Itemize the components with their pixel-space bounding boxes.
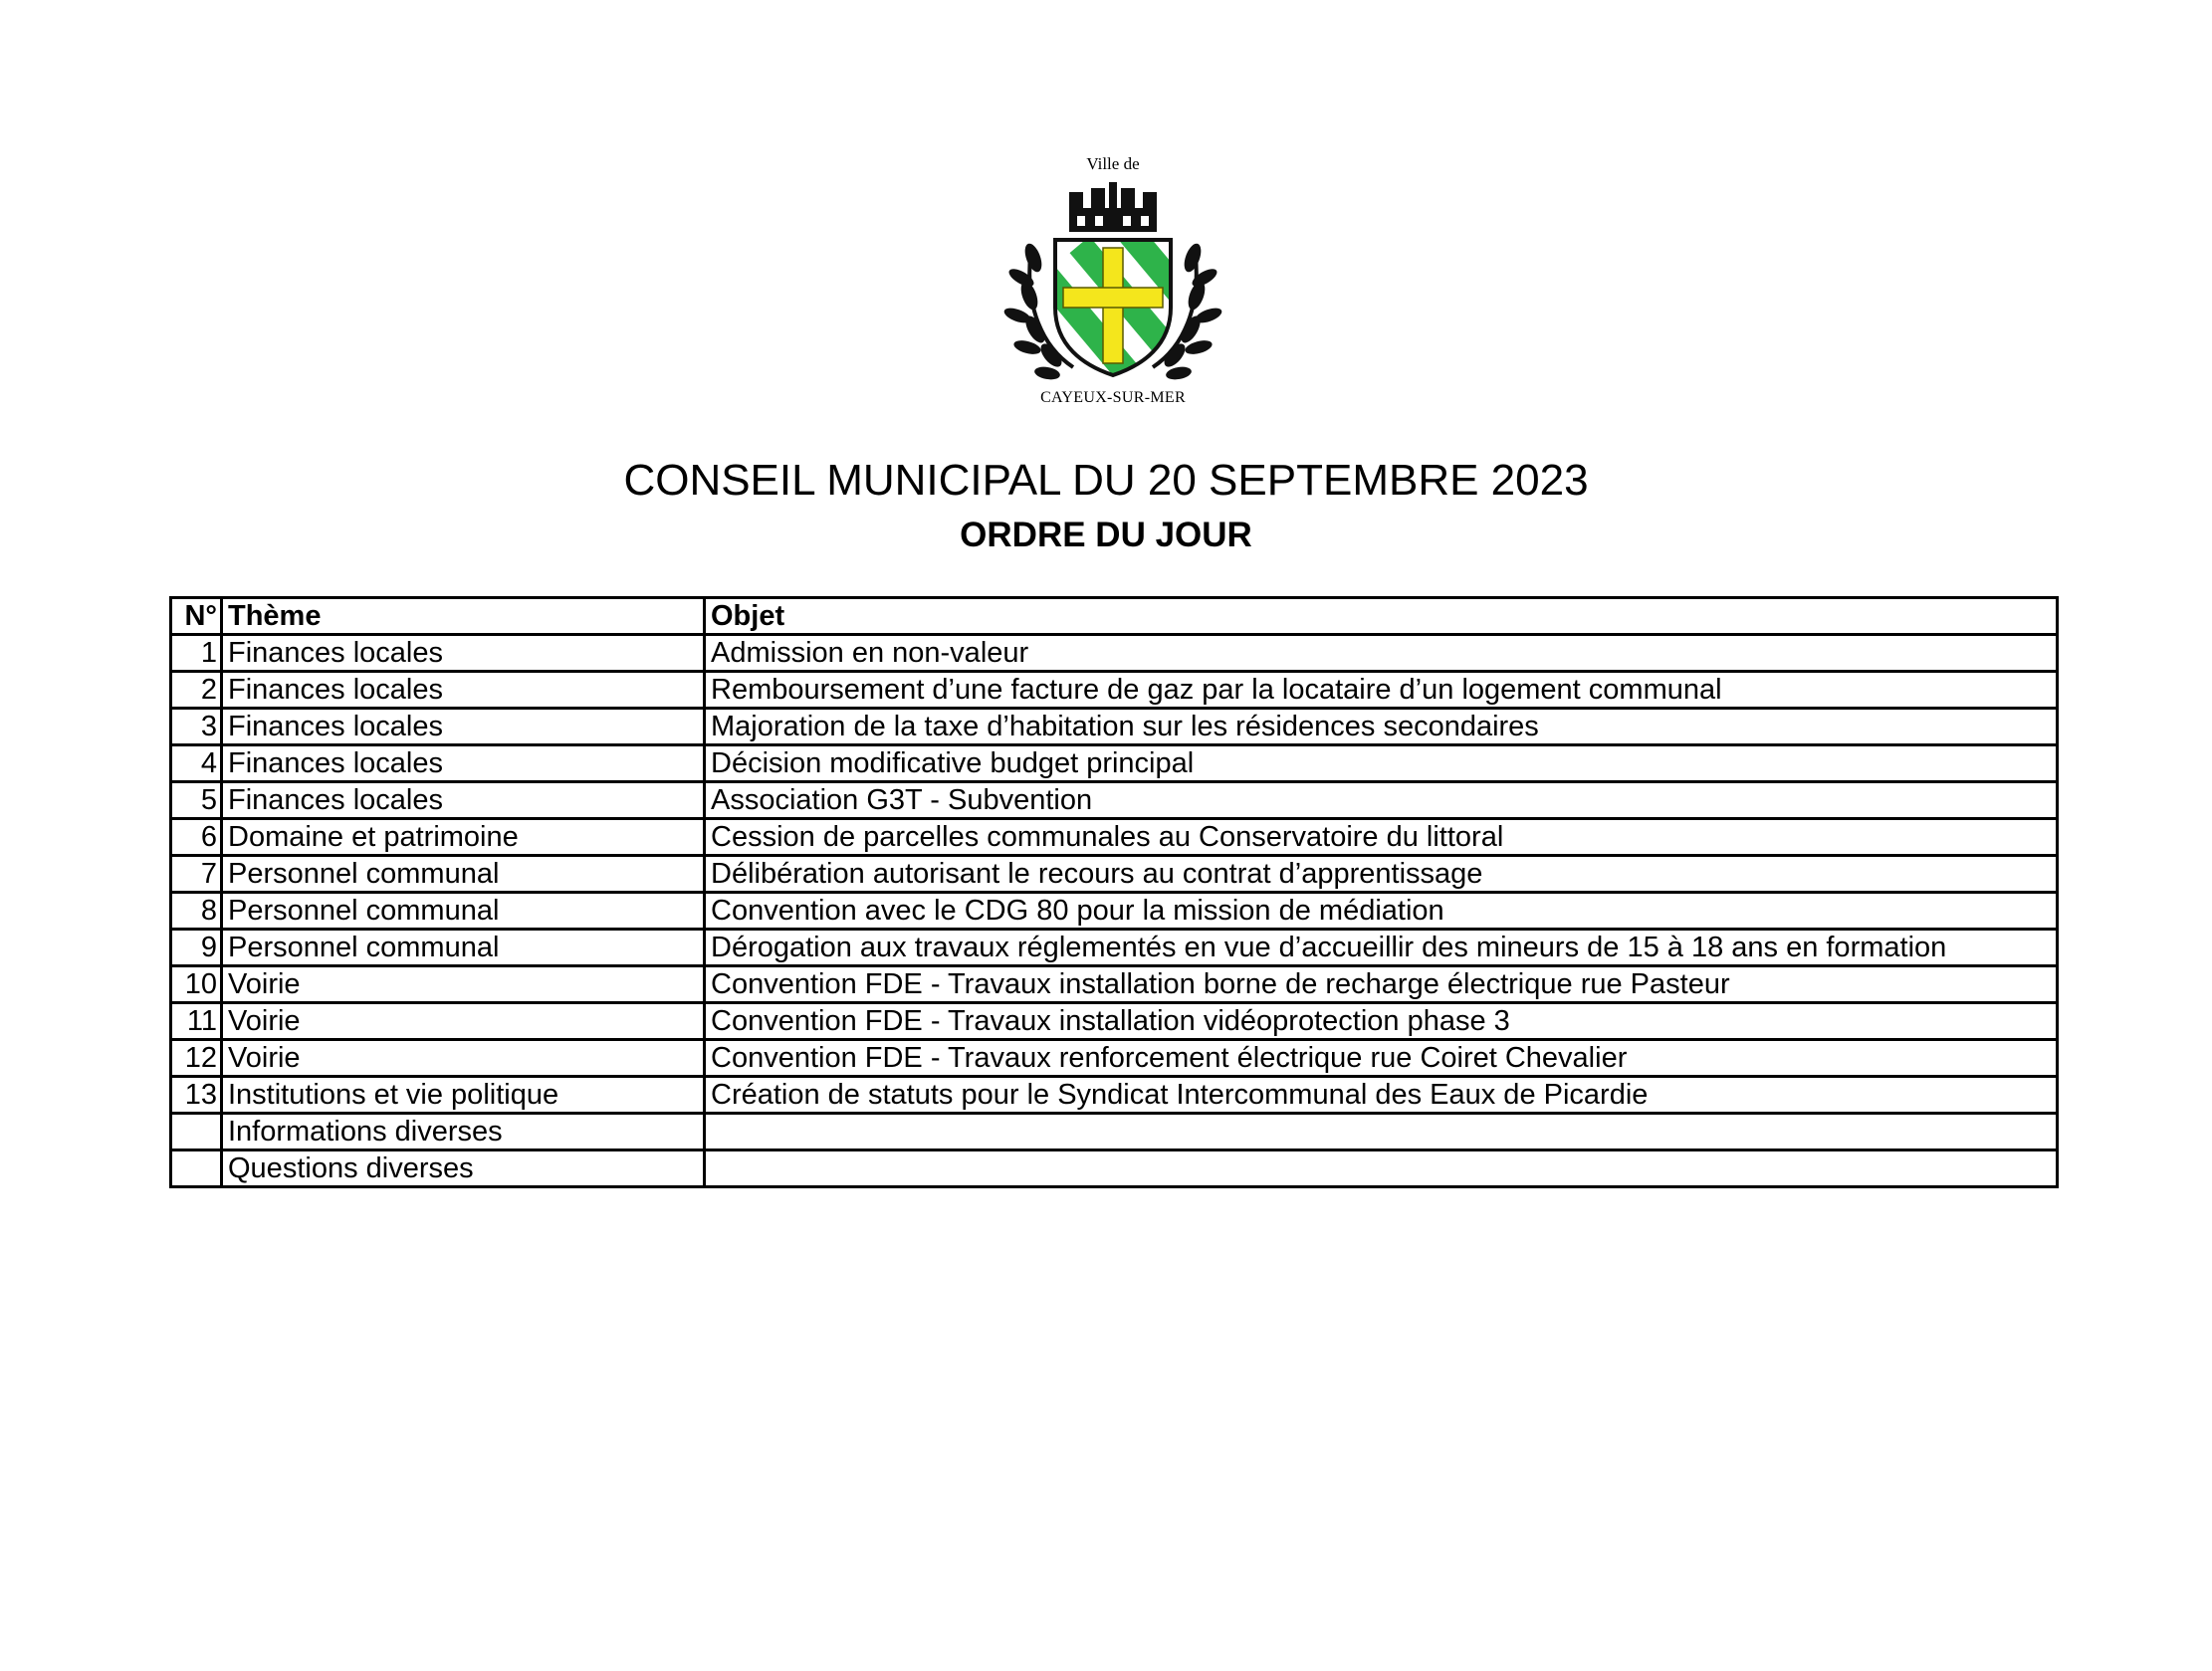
table-row bbox=[171, 1114, 2058, 1150]
row-objet: Admission en non-valeur bbox=[705, 635, 2058, 672]
row-theme: Personnel communal bbox=[222, 893, 705, 930]
row-number: 7 bbox=[171, 856, 222, 893]
row-theme: Questions diverses bbox=[222, 1150, 705, 1187]
page-subtitle: ORDRE DU JOUR bbox=[960, 516, 1252, 554]
row-number: 5 bbox=[171, 782, 222, 819]
row-theme: Voirie bbox=[222, 1040, 705, 1077]
table-row bbox=[171, 672, 2058, 709]
column-header-number: N° bbox=[171, 598, 222, 635]
table-row bbox=[171, 966, 2058, 1003]
row-number: 3 bbox=[171, 709, 222, 745]
column-header-objet: Objet bbox=[705, 598, 2058, 635]
row-theme: Finances locales bbox=[222, 745, 705, 782]
table-header-row bbox=[171, 598, 2058, 635]
row-theme: Finances locales bbox=[222, 709, 705, 745]
row-objet: Convention avec le CDG 80 pour la mission de médiation bbox=[705, 893, 2058, 930]
row-number: 10 bbox=[171, 966, 222, 1003]
crown-icon bbox=[1069, 182, 1157, 232]
row-theme: Domaine et patrimoine bbox=[222, 819, 705, 856]
row-number: 8 bbox=[171, 893, 222, 930]
row-objet: Décision modificative budget principal bbox=[705, 745, 2058, 782]
town-logo bbox=[990, 154, 1236, 415]
row-objet: Dérogation aux travaux réglementés en vue d’accueillir des mineurs de 15 à 18 ans en formation bbox=[705, 930, 2058, 966]
row-number: 13 bbox=[171, 1077, 222, 1114]
table-row bbox=[171, 745, 2058, 782]
row-theme: Personnel communal bbox=[222, 856, 705, 893]
row-objet: Convention FDE - Travaux renforcement électrique rue Coiret Chevalier bbox=[705, 1040, 2058, 1077]
row-number: 2 bbox=[171, 672, 222, 709]
row-number: 11 bbox=[171, 1003, 222, 1040]
table-row bbox=[171, 819, 2058, 856]
table-row bbox=[171, 1150, 2058, 1187]
table-row bbox=[171, 1003, 2058, 1040]
row-theme: Personnel communal bbox=[222, 930, 705, 966]
row-theme: Finances locales bbox=[222, 635, 705, 672]
table-row bbox=[171, 1077, 2058, 1114]
coat-of-arms-icon bbox=[1003, 178, 1222, 387]
row-objet: Remboursement d’une facture de gaz par la locataire d’un logement communal bbox=[705, 672, 2058, 709]
table-row bbox=[171, 1040, 2058, 1077]
row-objet: Création de statuts pour le Syndicat Intercommunal des Eaux de Picardie bbox=[705, 1077, 2058, 1114]
row-objet bbox=[705, 1150, 2058, 1187]
row-number bbox=[171, 1114, 222, 1150]
row-number: 6 bbox=[171, 819, 222, 856]
row-theme: Institutions et vie politique bbox=[222, 1077, 705, 1114]
table-row bbox=[171, 856, 2058, 893]
row-theme: Informations diverses bbox=[222, 1114, 705, 1150]
table-row bbox=[171, 782, 2058, 819]
table-row bbox=[171, 635, 2058, 672]
table-row bbox=[171, 709, 2058, 745]
row-theme: Voirie bbox=[222, 1003, 705, 1040]
table-row bbox=[171, 930, 2058, 966]
row-theme: Finances locales bbox=[222, 782, 705, 819]
row-objet: Convention FDE - Travaux installation vidéoprotection phase 3 bbox=[705, 1003, 2058, 1040]
agenda-table bbox=[169, 596, 2059, 1188]
row-number: 4 bbox=[171, 745, 222, 782]
row-objet: Cession de parcelles communales au Conservatoire du littoral bbox=[705, 819, 2058, 856]
row-objet: Majoration de la taxe d’habitation sur les résidences secondaires bbox=[705, 709, 2058, 745]
row-theme: Voirie bbox=[222, 966, 705, 1003]
row-objet: Convention FDE - Travaux installation borne de recharge électrique rue Pasteur bbox=[705, 966, 2058, 1003]
row-number bbox=[171, 1150, 222, 1187]
row-theme: Finances locales bbox=[222, 672, 705, 709]
row-objet: Association G3T - Subvention bbox=[705, 782, 2058, 819]
logo-top-text: Ville de bbox=[1086, 154, 1140, 173]
page-title: CONSEIL MUNICIPAL DU 20 SEPTEMBRE 2023 bbox=[623, 456, 1589, 505]
row-objet bbox=[705, 1114, 2058, 1150]
row-number: 1 bbox=[171, 635, 222, 672]
column-header-theme: Thème bbox=[222, 598, 705, 635]
row-number: 9 bbox=[171, 930, 222, 966]
logo-bottom-text: CAYEUX-SUR-MER bbox=[1040, 389, 1186, 406]
table-row bbox=[171, 893, 2058, 930]
row-objet: Délibération autorisant le recours au contrat d’apprentissage bbox=[705, 856, 2058, 893]
row-number: 12 bbox=[171, 1040, 222, 1077]
